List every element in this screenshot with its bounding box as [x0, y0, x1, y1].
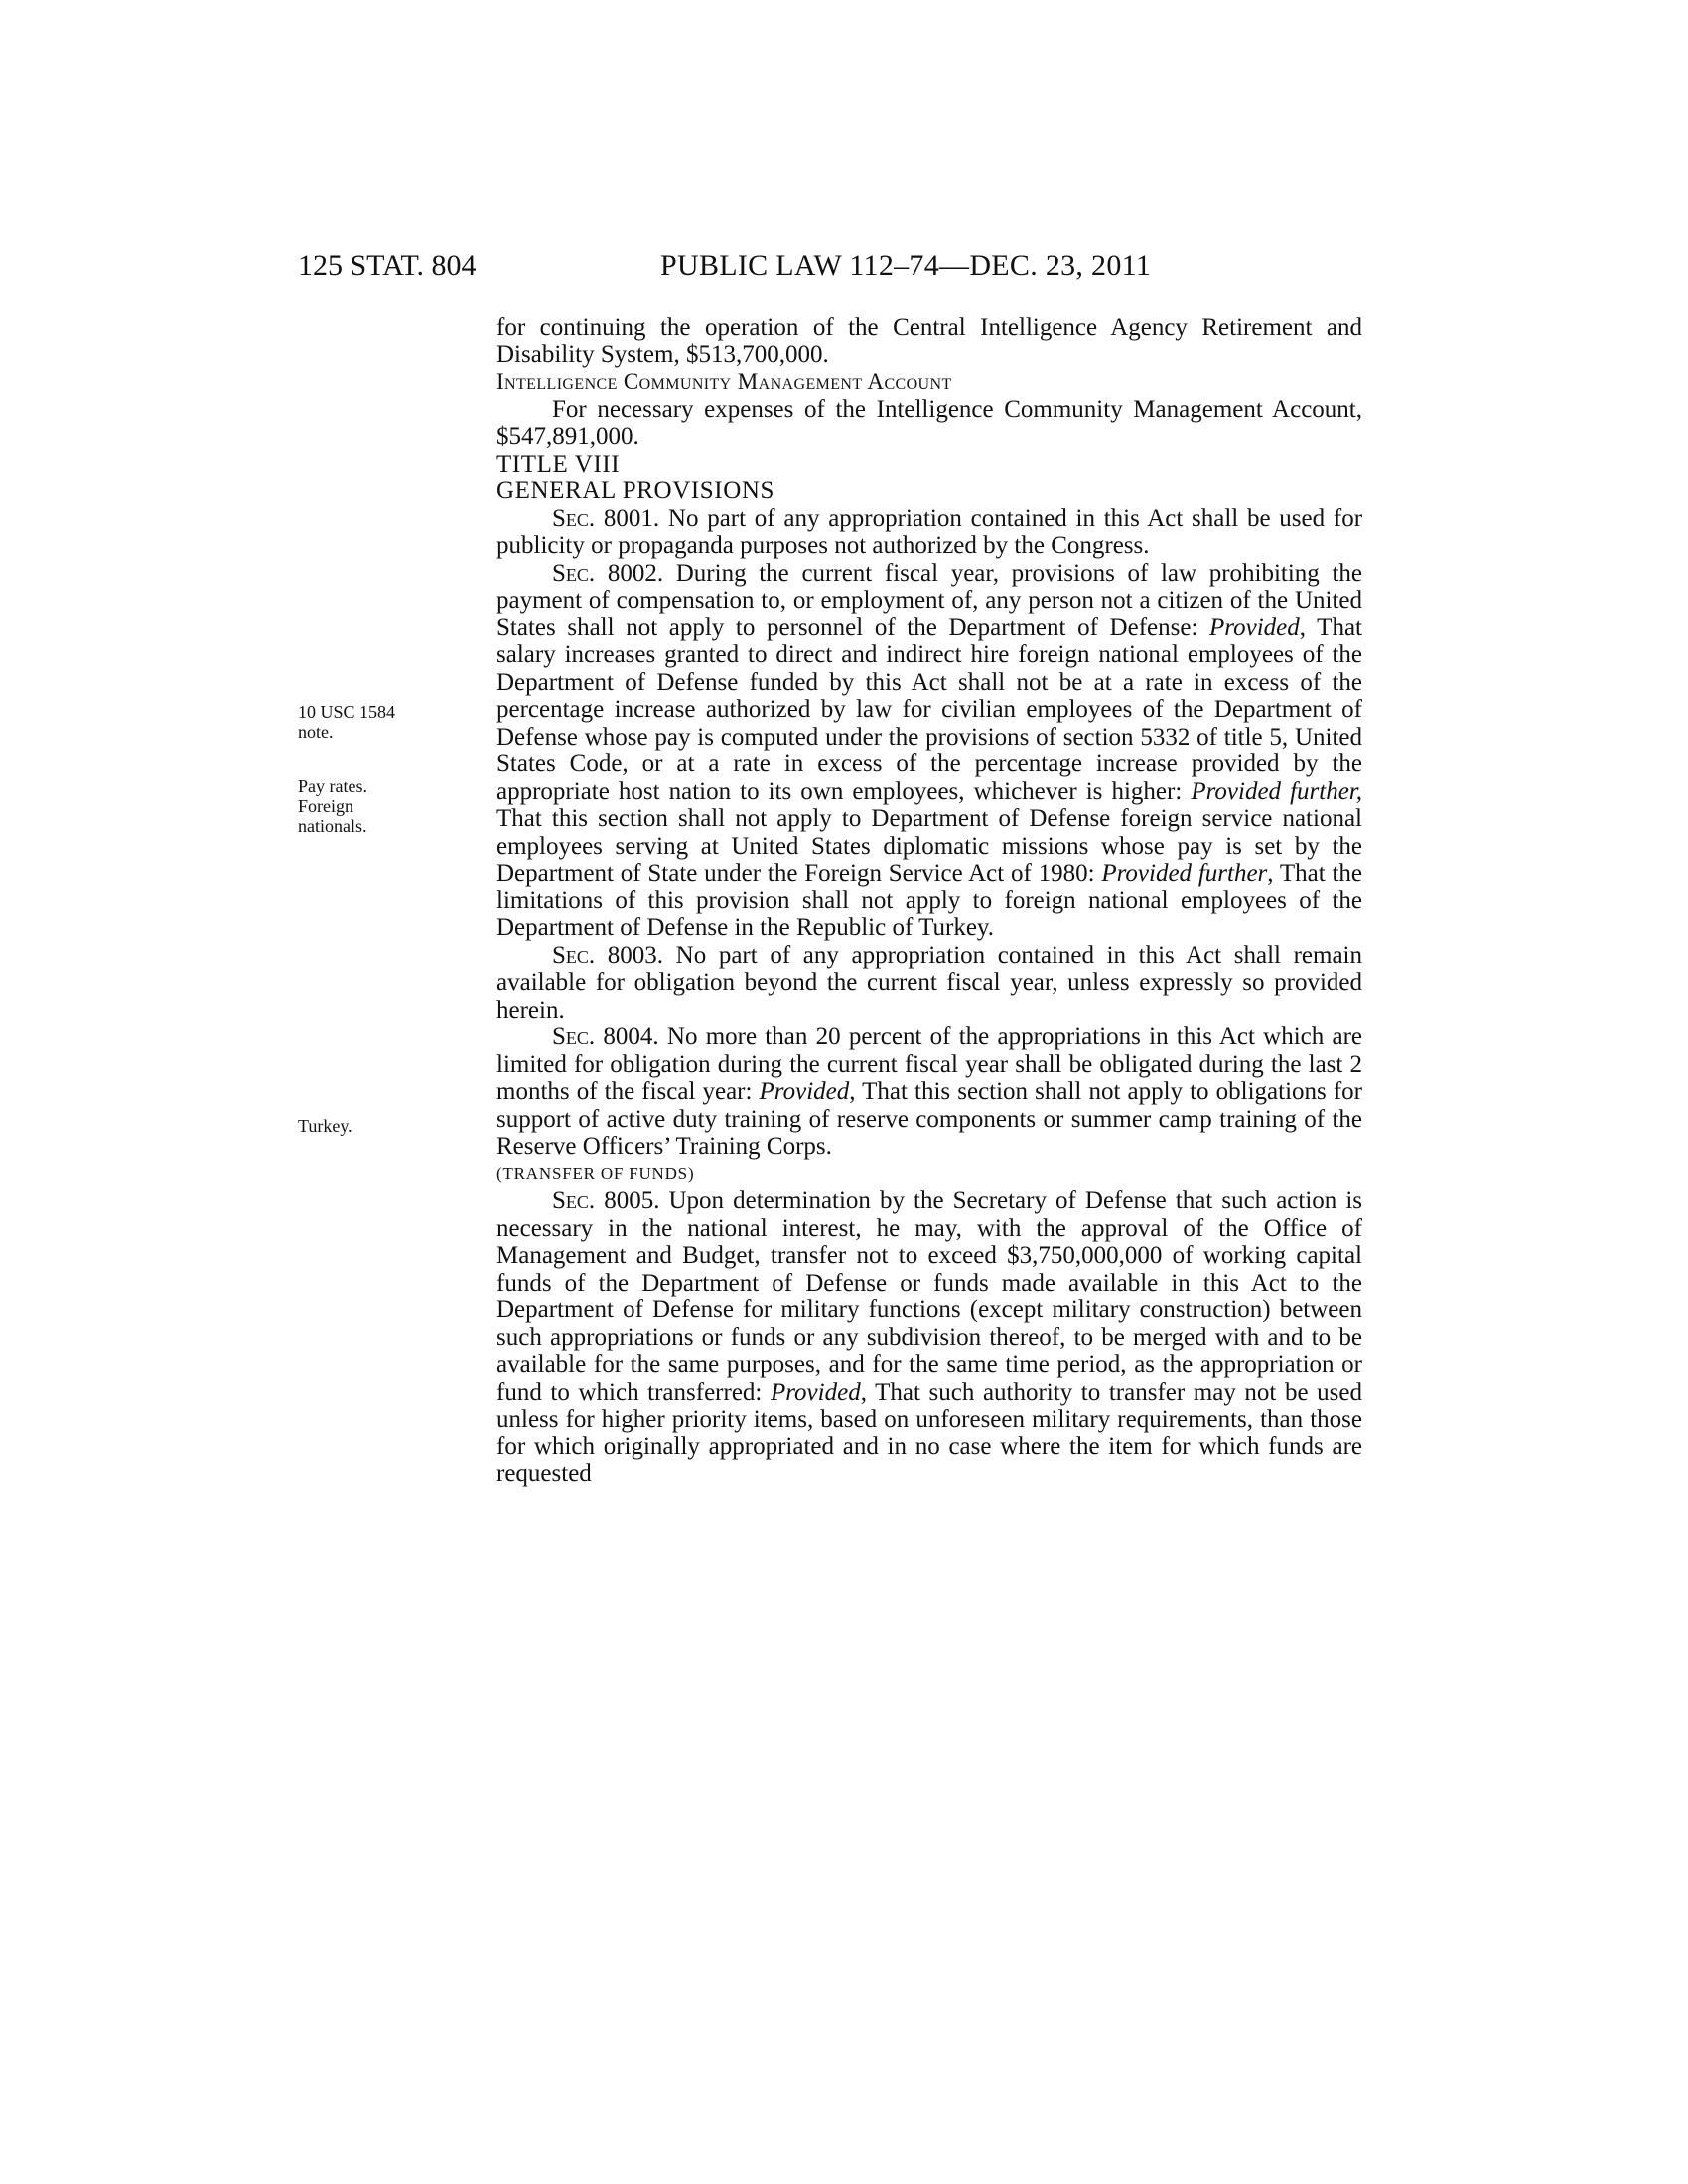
statute-page-number: 125 STAT. 804 — [298, 249, 477, 282]
margin-note-turkey-line: Turkey. — [298, 1116, 352, 1136]
proviso-italic: Provided — [770, 1378, 861, 1406]
margin-note-usc-line2: note. — [298, 722, 334, 742]
title-heading: TITLE VIII — [496, 450, 621, 478]
document-body — [496, 314, 1362, 1488]
section-text-part: Upon determination by the Secretary of Defense that such action is necessary in the national interest, he may, with the approval of the Office of Management and Budget, transfer not to exceed $3,750,000,000 of working capital funds of the Department of Defense or funds made available in this Act to the Department of Defense for military functions (except military construction) between such appropriations or funds or any subdivision thereof, to be merged with and to be available for the same purposes, and for the same time period, as the appropriation or fund to which transferred: — [496, 1187, 1363, 1406]
section-text: No part of any appropriation contained in this Act shall be used for publicity or propaganda purposes not authorized by the Congress. — [496, 504, 1363, 559]
section-number: 8005. — [604, 1187, 660, 1214]
account-heading: Intelligence Community Management Account — [496, 369, 952, 394]
section-label: Sec. — [552, 559, 596, 587]
public-law-title: PUBLIC LAW 112–74—DEC. 23, 2011 — [660, 249, 1152, 282]
section-number: 8004. — [603, 1024, 659, 1050]
section-text-part: That this section shall not apply to Department of Defense foreign service national employees serving at United States diplomatic missions whose pay is set by the Department of State under the Foreign Service Act of 1980: — [496, 805, 1362, 887]
section-label: Sec. — [552, 1187, 596, 1214]
section-text: No part of any appropriation contained in this Act shall remain available for obligation beyond the current fiscal year, unless expressly so provided herein. — [496, 941, 1362, 1024]
proviso-italic: Provided further, — [1191, 777, 1363, 805]
margin-note-turkey — [298, 1116, 447, 1136]
section-8002 — [496, 560, 1362, 942]
margin-note-pay-rates — [298, 776, 447, 836]
intro-paragraph: for continuing the operation of the Central Intelligence Agency Retirement and Disability System, $513,700,000. — [496, 314, 1362, 368]
margin-note-usc — [298, 702, 447, 742]
margin-note-usc-line1: 10 USC 1584 — [298, 702, 396, 722]
section-8003 — [496, 942, 1362, 1024]
section-text-part: During the current fiscal year, provisions of law prohibiting the payment of compensation to, or employment of, any person not a citizen of the United States shall not apply to personnel of the Department of Defense: — [496, 559, 1363, 641]
section-text-part: , That such authority to transfer may not be used unless for higher priority items, based on unforeseen military requirements, than those for which originally appropriated and in no case where the item for which funds are requested — [496, 1378, 1362, 1487]
section-number: 8003. — [607, 941, 664, 969]
section-text-part: No more than 20 percent of the appropriations in this Act which are limited for obligation during the current fiscal year shall be obligated during the last 2 months of the fiscal year: — [496, 1024, 1363, 1105]
section-text-part: , That salary increases granted to direct and indirect hire foreign national employees of the Department of Defense funded by this Act shall not be at a rate in excess of the percentage increase authorized by law for civilian employees of the Department of Defense whose pay is computed under the provisions of section 5332 of title 5, United States Code, or at a rate in excess of the percentage increase provided by the appropriate host nation to its own employees, whichever is higher: — [496, 614, 1362, 805]
section-8004 — [496, 1024, 1362, 1160]
section-8005 — [496, 1187, 1362, 1488]
section-label: Sec. — [552, 504, 596, 532]
proviso-italic: Provided — [759, 1078, 850, 1105]
proviso-italic: Provided further — [1101, 860, 1268, 887]
section-label: Sec. — [552, 941, 596, 969]
proviso-italic: Provided — [1209, 614, 1300, 641]
section-text-part: , That the limitations of this provision shall not apply to foreign national employees of the Department of Defense in the Republic of Turkey. — [496, 860, 1363, 941]
account-paragraph: For necessary expenses of the Intelligence Community Management Account, $547,891,000. — [496, 395, 1362, 450]
section-text-part: , That this section shall not apply to obligations for support of active duty training of reserve components or summer camp training of the Reserve Officers’ Training Corps. — [496, 1078, 1362, 1160]
margin-note-pay-line3: nationals. — [298, 816, 367, 836]
page-header — [298, 244, 1362, 288]
section-number: 8002. — [607, 559, 664, 587]
section-number: 8001. — [603, 504, 660, 532]
margin-note-pay-line2: Foreign — [298, 796, 353, 816]
section-label: Sec. — [552, 1024, 596, 1050]
margin-note-pay-line1: Pay rates. — [298, 776, 367, 796]
section-8001 — [496, 505, 1362, 560]
transfer-heading: (TRANSFER OF FUNDS) — [496, 1163, 695, 1183]
title-subheading: GENERAL PROVISIONS — [496, 478, 775, 504]
